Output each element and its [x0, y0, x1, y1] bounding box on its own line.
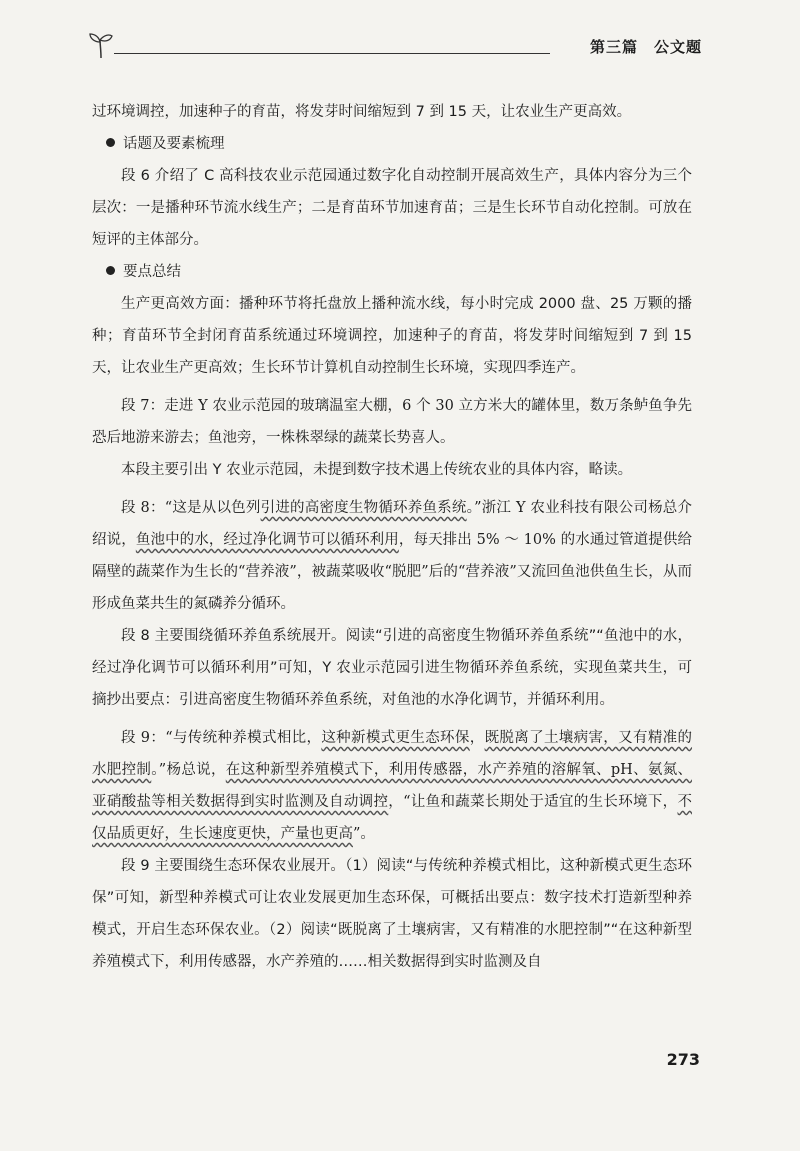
heading-topic-elements: 话题及要素梳理 — [92, 128, 692, 160]
section-title: 第三篇 公文题 — [589, 38, 702, 56]
underlined-text: 不仅品质更好，生长速度更快，产量也更高 — [92, 794, 692, 842]
page-header — [88, 30, 702, 64]
underlined-text: 在这种新型养殖模式下，利用传感器，水产养殖的溶解氧、pH、氨氮、亚硝酸盐等相关数据得到实时监测及自动调控 — [92, 762, 692, 810]
underlined-text: 这种新模式更生态环保 — [321, 730, 470, 746]
underlined-text: 引进的高密度生物循环养鱼系统 — [260, 500, 467, 516]
bullet-icon — [106, 138, 115, 147]
page-number: 273 — [666, 1050, 700, 1069]
paragraph-continued: 过环境调控，加速种子的育苗，将发芽时间缩短到 7 到 15 天，让农业生产更高效。 — [92, 104, 632, 120]
paragraph-source-7: 段 7：走进 Y 农业示范园的玻璃温室大棚，6 个 30 立方米大的罐体里，数万条鲈鱼争先恐后地游来游去；鱼池旁，一株株翠绿的蔬菜长势喜人。 — [92, 398, 692, 446]
header-rule — [114, 53, 550, 54]
paragraph-source-8: 段 8：“这是从以色列引进的高密度生物循环养鱼系统。”浙江 Y 农业科技有限公司杨总介绍说，鱼池中的水，经过净化调节可以循环利用，每天排出 5% ～ 10% 的水通过管道提供给隔壁的蔬菜作为生长的“营养液”，被蔬菜吸收“脱肥”后的“营养液”又流回鱼池供鱼生长，从而形成鱼菜共生的氮磷养分循环。 — [92, 500, 693, 612]
underlined-text: 既脱离了土壤病害，又有精准的水肥控制 — [92, 730, 693, 778]
paragraph-source-9: 段 9：“与传统种养模式相比，这种新模式更生态环保，既脱离了土壤病害，又有精准的水肥控制。”杨总说，在这种新型养殖模式下，利用传感器，水产养殖的溶解氧、pH、氨氮、亚硝酸盐等相关数据得到实时监测及自动调控，“让鱼和蔬菜长期处于适宜的生长环境下，不仅品质更好，生长速度更快，产量也更高”。 — [92, 730, 693, 842]
heading-key-points: 要点总结 — [92, 256, 692, 288]
bullet-icon — [106, 266, 115, 275]
paragraph-analysis-7: 本段主要引出 Y 农业示范园，未提到数字技术遇上传统农业的具体内容，略读。 — [121, 462, 633, 478]
paragraph-analysis-9: 段 9 主要围绕生态环保农业展开。（1）阅读“与传统种养模式相比，这种新模式更生态环保”可知，新型种养模式可让农业发展更加生态环保，可概括出要点：数字技术打造新型种养模式，开启生态环保农业。（2）阅读“既脱离了土壤病害，又有精准的水肥控制”“在这种新型养殖模式下，利用传感器，水产养殖的……相关数据得到实时监测及自 — [92, 858, 692, 970]
sprout-icon — [88, 30, 114, 60]
paragraph-summary: 生产更高效方面：播种环节将托盘放上播种流水线，每小时完成 2000 盘、25 万颗的播种；育苗环节全封闭育苗系统通过环境调控，加速种子的育苗，将发芽时间缩短到 7 到 15 天，让农业生产更高效；生长环节计算机自动控制生长环境，实现四季连产。 — [92, 296, 693, 376]
page-body — [92, 96, 692, 978]
paragraph-analysis-8: 段 8 主要围绕循环养鱼系统展开。阅读“引进的高密度生物循环养鱼系统”“鱼池中的水，经过净化调节可以循环利用”可知，Y 农业示范园引进生物循环养鱼系统，实现鱼菜共生，可摘抄出要点：引进高密度生物循环养鱼系统，对鱼池的水净化调节，并循环利用。 — [92, 628, 692, 708]
underlined-text: 鱼池中的水，经过净化调节可以循环利用 — [135, 532, 399, 548]
paragraph-analysis-6: 段 6 介绍了 C 高科技农业示范园通过数字化自动控制开展高效生产，具体内容分为三个层次：一是播种环节流水线生产；二是育苗环节加速育苗；三是生长环节自动化控制。可放在短评的主体部分。 — [92, 168, 692, 248]
